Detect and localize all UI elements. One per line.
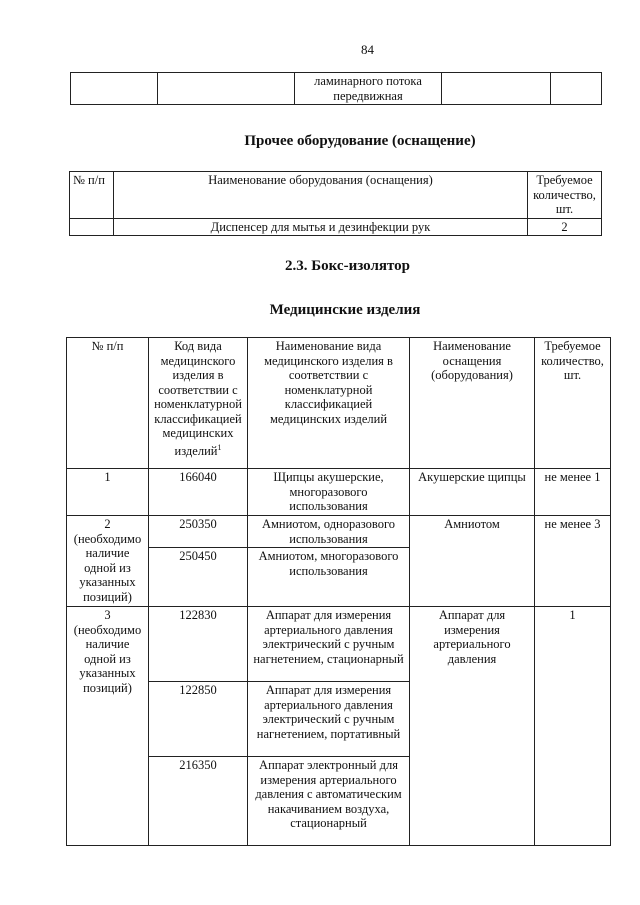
cell-code: 122830 xyxy=(149,607,248,682)
table-cell xyxy=(158,73,295,105)
cell-kind: Амниотом, одноразового использования xyxy=(248,516,410,548)
cell-kind: Амниотом, многоразового использования xyxy=(248,548,410,607)
header-equip: Наименование оснащения (оборудования) xyxy=(410,338,535,469)
cell-kind: Аппарат электронный для измерения артериального давления с автоматическим накачиванием воздуха, стационарный xyxy=(248,757,410,846)
table-row xyxy=(67,607,611,682)
cell-code: 250350 xyxy=(149,516,248,548)
table-header-row xyxy=(67,338,611,469)
header-kind: Наименование вида медицинского изделия в соответствии с номенклатурной классификацией медицинских изделий xyxy=(248,338,410,469)
page-number: 84 xyxy=(361,42,374,57)
cell-code: 122850 xyxy=(149,682,248,757)
table-header-row xyxy=(70,172,602,219)
header-qty: Требуемое количество, шт. xyxy=(528,172,602,219)
table-row xyxy=(67,469,611,516)
table-row xyxy=(70,218,602,236)
cell-qty: не менее 3 xyxy=(535,516,611,607)
section-title-other-equipment: Прочее оборудование (оснащение) xyxy=(244,133,476,149)
cell-kind: Щипцы акушерские, многоразового использования xyxy=(248,469,410,516)
cell-num: 3 (необходимо наличие одной из указанных позиций) xyxy=(67,607,149,846)
footnote-mark: 1 xyxy=(217,442,222,452)
other-equipment-table xyxy=(69,171,602,236)
section-title-box-isolator: 2.3. Бокс-изолятор xyxy=(284,258,411,274)
cell-equip: Акушерские щипцы xyxy=(410,469,535,516)
cell-num xyxy=(70,218,114,236)
table-row xyxy=(67,516,611,548)
cell-code: 250450 xyxy=(149,548,248,607)
cell-kind: Аппарат для измерения артериального давления электрический с ручным нагнетением, стационарный xyxy=(248,607,410,682)
header-code-text: Код вида медицинского изделия в соответствии с номенклатурной классификацией медицинских изделий xyxy=(154,339,242,458)
header-code xyxy=(149,338,248,469)
table-cell-name: ламинарного потока передвижная xyxy=(295,73,442,105)
cell-kind: Аппарат для измерения артериального давления электрический с ручным нагнетением, портативный xyxy=(248,682,410,757)
cell-name: Диспенсер для мытья и дезинфекции рук xyxy=(114,218,528,236)
cell-equip: Аппарат для измерения артериального давления xyxy=(410,607,535,846)
header-num: № п/п xyxy=(67,338,149,469)
section-title-medical-devices: Медицинские изделия xyxy=(269,302,421,318)
header-qty: Требуемое количество, шт. xyxy=(535,338,611,469)
table-cell xyxy=(71,73,158,105)
cell-qty: не менее 1 xyxy=(535,469,611,516)
table-cell xyxy=(551,73,602,105)
cell-code: 166040 xyxy=(149,469,248,516)
medical-devices-table xyxy=(66,337,611,846)
header-name: Наименование оборудования (оснащения) xyxy=(114,172,528,219)
top-table xyxy=(70,72,602,105)
cell-num: 2 (необходимо наличие одной из указанных позиций) xyxy=(67,516,149,607)
cell-code: 216350 xyxy=(149,757,248,846)
cell-equip: Амниотом xyxy=(410,516,535,607)
table-cell xyxy=(442,73,551,105)
cell-qty: 1 xyxy=(535,607,611,846)
cell-qty: 2 xyxy=(528,218,602,236)
header-num: № п/п xyxy=(70,172,114,219)
cell-num: 1 xyxy=(67,469,149,516)
